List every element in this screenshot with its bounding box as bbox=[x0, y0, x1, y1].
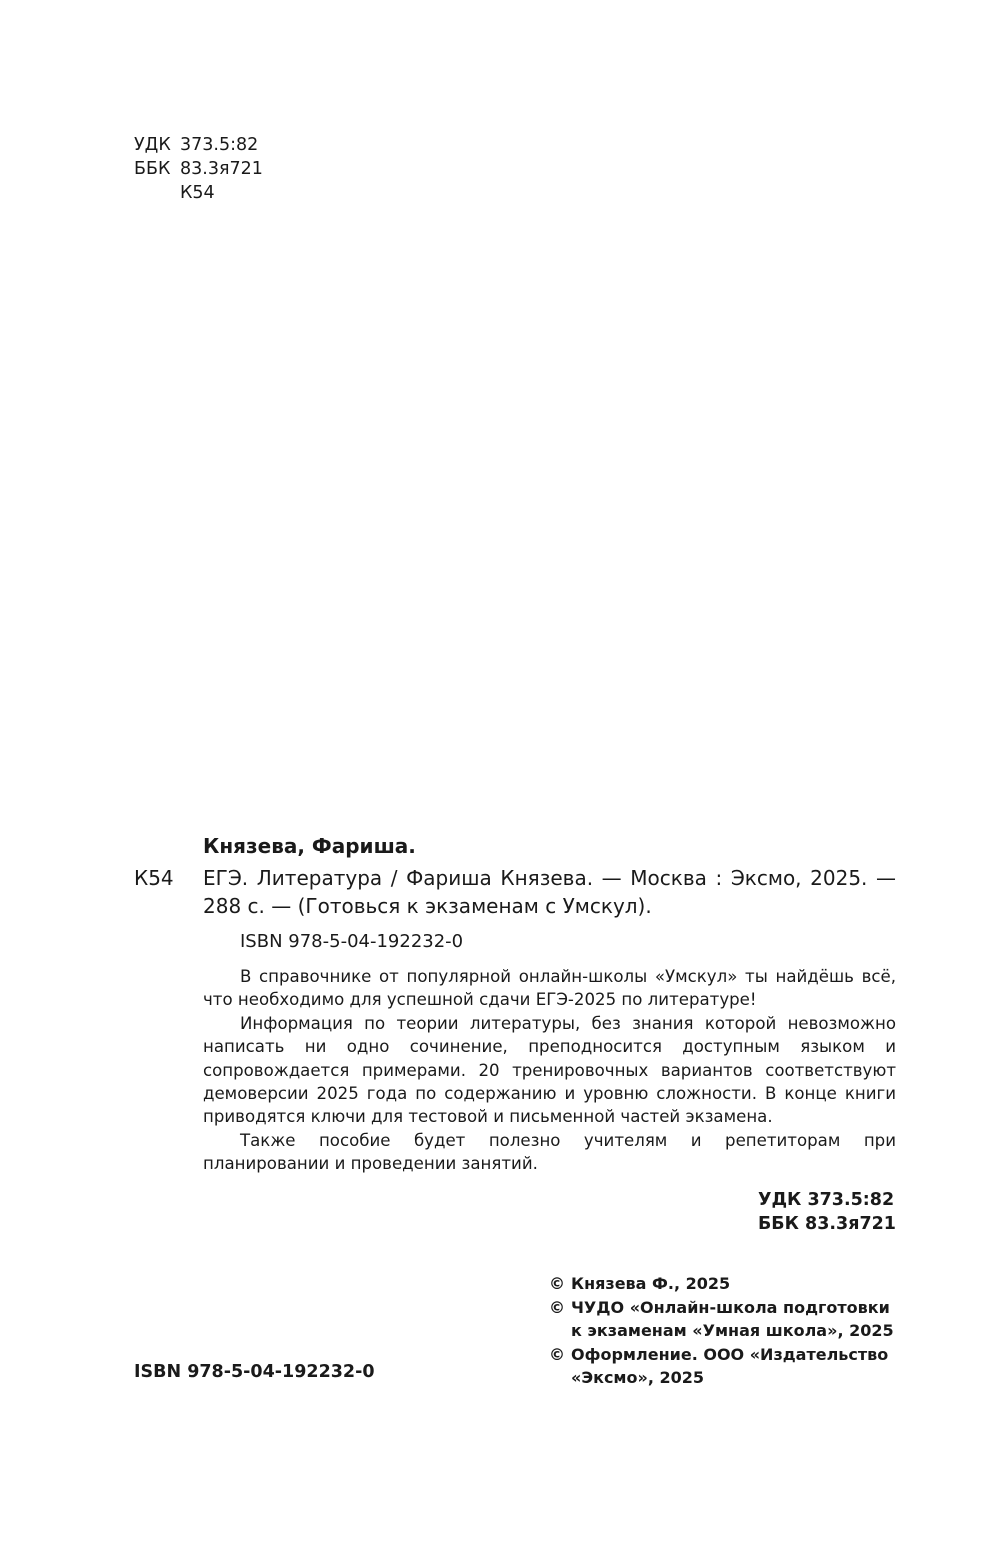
copyright-icon: © bbox=[549, 1297, 565, 1317]
classification-codes-bottom bbox=[758, 1188, 896, 1236]
catalog-author: Князева, Фариша. bbox=[203, 834, 416, 858]
bbk-label: ББК bbox=[134, 159, 171, 179]
copyright-item bbox=[549, 1272, 899, 1296]
udk-code-bottom: УДК 373.5:82 bbox=[757, 1190, 895, 1210]
copyright-icon: © bbox=[549, 1274, 565, 1293]
annotation-paragraph: В справочнике от популярной онлайн-школы «Умскул» ты найдёшь всё, что необходимо для успешной сдачи ЕГЭ-2025 по литературе! bbox=[203, 967, 896, 1010]
isbn-bottom: ISBN 978-5-04-192232-0 bbox=[134, 1362, 375, 1382]
udk-row bbox=[134, 133, 263, 157]
author-sign-top: К54 bbox=[180, 183, 215, 203]
bbk-code-bottom: ББК 83.3я721 bbox=[757, 1214, 896, 1234]
copyright-item bbox=[549, 1296, 899, 1343]
copyright-item bbox=[549, 1343, 899, 1390]
bbk-row bbox=[134, 157, 263, 181]
catalog-author-sign: К54 bbox=[134, 866, 174, 890]
annotation-paragraph: Также пособие будет полезно учителям и репетиторам при планировании и проведении занятий. bbox=[203, 1130, 896, 1174]
copyright-block bbox=[549, 1272, 899, 1390]
annotation-paragraph: Информация по теории литературы, без знания которой невозможно написать ни одно сочинение, преподносится доступным языком и сопровождается примерами. 20 тренировочных вариантов соответствуют демоверсии 2025 года по содержанию и уровню сложности. В конце книги приводятся ключи для тестовой и письменной частей экзамена. bbox=[203, 1013, 896, 1127]
catalog-description-row bbox=[134, 864, 896, 920]
copyright-text: ЧУДО «Онлайн-школа подготовки к экзаменам «Умная школа», 2025 bbox=[571, 1297, 894, 1340]
bbk-value: 83.3я721 bbox=[180, 159, 263, 179]
annotation bbox=[203, 965, 896, 1176]
classification-codes-top bbox=[134, 133, 263, 205]
catalog-description: ЕГЭ. Литература / Фариша Князева. — Москва : Эксмо, 2025. — 288 с. — (Готовься к экзаменам с Умскул). bbox=[203, 866, 896, 918]
udk-value: 373.5:82 bbox=[180, 135, 259, 155]
copyright-text: Князева Ф., 2025 bbox=[571, 1274, 731, 1293]
catalog-isbn: ISBN 978-5-04-192232-0 bbox=[240, 931, 464, 952]
copyright-icon: © bbox=[549, 1344, 565, 1364]
copyright-text: Оформление. ООО «Издательство «Эксмо», 2025 bbox=[571, 1344, 889, 1387]
catalog-record bbox=[134, 832, 896, 956]
udk-label: УДК bbox=[134, 135, 171, 155]
